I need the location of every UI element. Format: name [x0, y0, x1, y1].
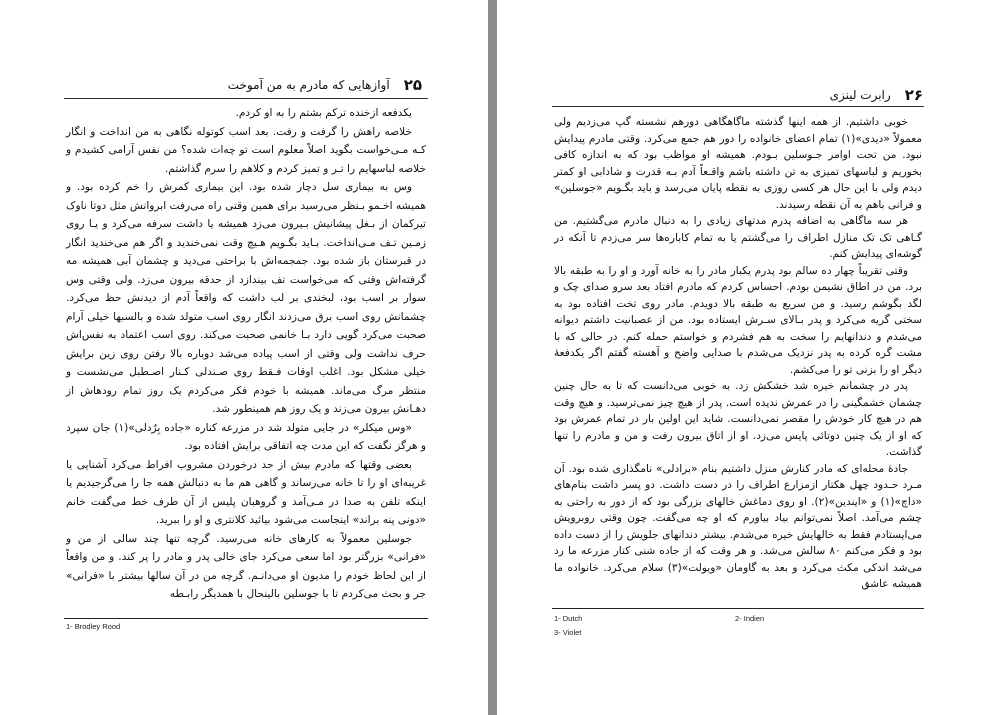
- running-title: رابرت لینزی: [829, 88, 891, 102]
- right-page-body: [554, 114, 922, 593]
- footnote: 2- Indien: [735, 614, 765, 623]
- paragraph: جوسلین معمولاً به کارهای خانه می‌رسید. گرچه تنها چند سالی از من و «فرانی» بزرگتر بود اما سعی می‌کرد جای خالی پدر و مادر را پر کند. و من واقعاً از این لحاظ خودم را مدیون او می‌دانـم. گرچه من در آن سالها بیشتر با «فرانی» جر و بحث می‌کردم تا با جوسلین بالینحال با همدیگر رابـطه: [66, 532, 426, 600]
- page-number: ۲۵: [403, 76, 422, 94]
- running-title: آوازهایی که مادرم به من آموخت: [227, 78, 390, 92]
- paragraph: پدر در چشمانم خیره شد خشکش زد. به خوبی می‌دانست که تا به حال چنین چشمان خشمگینی را در عمرش ندیده است. پدر از هیچ چیز نمی‌ترسید. و هیچ وقت هم در هیچ کار خودش را مقصر نمی‌دانست. شاید این اولین بار در تمام عمرش بود که او از یک چنین دوتائی پایس می‌زد. او از اتاق بیرون رفت و من و مادرم را تنها گذاشت.: [554, 380, 922, 458]
- header-rule: [64, 98, 428, 99]
- paragraph: یکدفعه ازخنده ترکم بشتم را به او کردم.: [235, 107, 412, 119]
- paragraph: «وس میکلر» در جایی متولد شد در مزرعه کناره «جاده بِرُدلی»(۱) جان سپرد و هرگز نگفت که این مدت چه اتفاقی برایش افتاده بود.: [66, 421, 426, 452]
- left-page-body: [66, 104, 426, 604]
- paragraph: خوبی داشتیم. از همه اینها گذشته ماگاهگاهی دورهم نشسته گپ می‌زدیم ولی معمولاً «دیدی»(۱) تمام اعضای خانواده را دور هم جمع می‌کرد. وقتی مادرم پیدایش نبود. من تحت اوامر جـوسلین بـودم. همیشه او مواظب بود که به اندازه کافی بخوریم و لباسهای تمیزی به تن داشته باشم واقـعاً آدم بـه قدرت و شادابی او کمتر دیدم ولی با این حال هر کسی روزی به نقطه پایان می‌رسد و باید بگـویم «جوسلین» و فرانی باهم به آن نقطه رسیدند.: [554, 116, 922, 211]
- paragraph: هر سه ماگاهی به اضافه پدرم مدتهای زیادی را به دنبال مادرم می‌گشتیم. من گـاهی تک تک منازل اطراف را می‌گشتم یا به تمام کاباره‌ها سر می‌زدم تا آنکه در گوشه‌ای پیدایش کنم.: [554, 215, 922, 260]
- footnote-rule: [552, 608, 924, 609]
- footnote: 3- Violet: [554, 628, 582, 637]
- paragraph: بعضی وقتها که مادرم بیش از حد درخوردن مشروب افراط می‌کرد آشنایی یا غریبه‌ای او را تا خانه می‌رساند و گاهی هم ما به دنبالش همه جا را می‌گرجیدیم یا اینکه تلفن به صدا در مـی‌آمد و گروهبان پلیس از آن طرف خط می‌گفت خانم «دونی پنه براند» اینجاست می‌شود بیائید کلانتری و او را ببرید.: [66, 458, 426, 526]
- right-page: [497, 0, 982, 715]
- book-gutter: [488, 0, 497, 715]
- left-page: [0, 0, 488, 715]
- paragraph: جادهٔ محله‌ای که مادر کنارش منزل داشتیم بنام «برادلی» نامگذاری شده بود. آن مـرد حـدود چهل هکتار ازمزارع اطراف را در دست داشت. دو پسر داشت بنام‌های «داچ»(۱) و «ایندین»(۲). او روی دماغش خالهای بزرگی بود که از دور به راحتی به چشم می‌آمد. اصلاً نمی‌توانم بیاد بیاورم که او چه می‌گفت. چون وقتی روبرویش می‌ایستادم فقط به خالهایش خیره می‌شدم. بیشتر دندانهای جلویش را از دست داده بود و فکر می‌کنم ۸۰ سالش می‌شد. و هر وقت که از جاده شنی کنار مزرعه ما رد می‌شد اندکی مکث می‌کرد و بعد به گاومان «ویولت»(۳) سلام می‌کرد. خانواده ما همیشه عاشق: [554, 462, 923, 590]
- footnote: 1- Brodley Rood: [66, 622, 121, 631]
- paragraph: وقتی تقریباً چهار ده سالم بود پدرم یکبار مادر را به خانه آورد و او را به طبقه بالا برد. من در اطاق نشیمن بودم. احساس کردم که مادرم افتاد بعد سرو صدای چک و لگد بگوشم رسید. و من سریع به طبقه بالا دویدم. مادر روی تخت افتاده بود به سختی گریه می‌کرد و پدر بـالای سـرش ایستاده بود. من از عصبانیت داشتم دیوانه می‌شدم و دندانهایم را سخت به هم فشردم و خواستم حمله کنم. در حالی که با مشت گره کرده به پدر نزدیک می‌شدم با صدایی واضح و آهسته گفتم اگر یکدفعهٔ دیگر او را بزنی تو را می‌کشم.: [554, 264, 922, 376]
- footnote-rule: [64, 618, 428, 619]
- footnote: 1- Dutch: [554, 614, 583, 623]
- right-page-header: [554, 86, 923, 104]
- header-rule: [552, 106, 924, 107]
- left-page-header: [228, 76, 422, 94]
- page-number: ۲۶: [904, 86, 923, 104]
- paragraph: خلاصه راهش را گرفت و رفت. بعد اسب کوتوله نگاهی به من انداخت و انگار کـه مـی‌خواست بگوید اصلاً معلوم است تو چه‌ات شده؟ من نفس آرامی کشیدم و خلاصه لباسهایم را تـر و تمیز کردم و کلاهم را سرم گذاشتم.: [66, 125, 426, 175]
- paragraph: وس به بیماری سل دچار شده بود. این بیماری کمرش را خم کرده بود. و همیشه اخـمو بـنظر می‌رسید برای همین وقتی راه می‌رفت ابروانش مثل دوتا ناوک تیرکمان از بـغل پیشانیش بـیرون می‌زد همیشه یا داشت سرفه می‌کرد و یـا روی زمـین تـف مـی‌انداخت. بـاید بگـویم هـیچ وقت نمی‌خندید و اگر هم می‌خندید انگار در قبرستان باز شده بود. جمجمه‌اش با براحتی می‌دید و چشمان آبی همیشه مه گرفته‌اش وقتی که می‌خواست تف بیندازد از حدقه بیرون می‌زد. ولی وقتی وس سوار بر اسب بود، لبخندی بر لب داشت که واقعاً آدم از دیدنش حظ می‌کرد. چشمانش روی اسب برق می‌زدند انگار روی اسب متولد شده و بالسبها خیلی آرام صحبت می‌کرد گویی دارد بـا خانمی صحبت می‌کند. روی اسب اعتماد به نفس‌اش حرف نداشت ولی وقتی از اسب پیاده می‌شد دوباره بالا رفتن روی زین برایش خیلی مشکل بود. اغلب اوقات فـقط روی صـندلی کـنار اصـطبل می‌نشست و منتظر مرگ می‌ماند. همیشه با خودم فکر می‌کردم یک روز تمام رودهاش از دهـانش بیرون می‌زند و یک روز هم همینطور شد.: [66, 181, 426, 415]
